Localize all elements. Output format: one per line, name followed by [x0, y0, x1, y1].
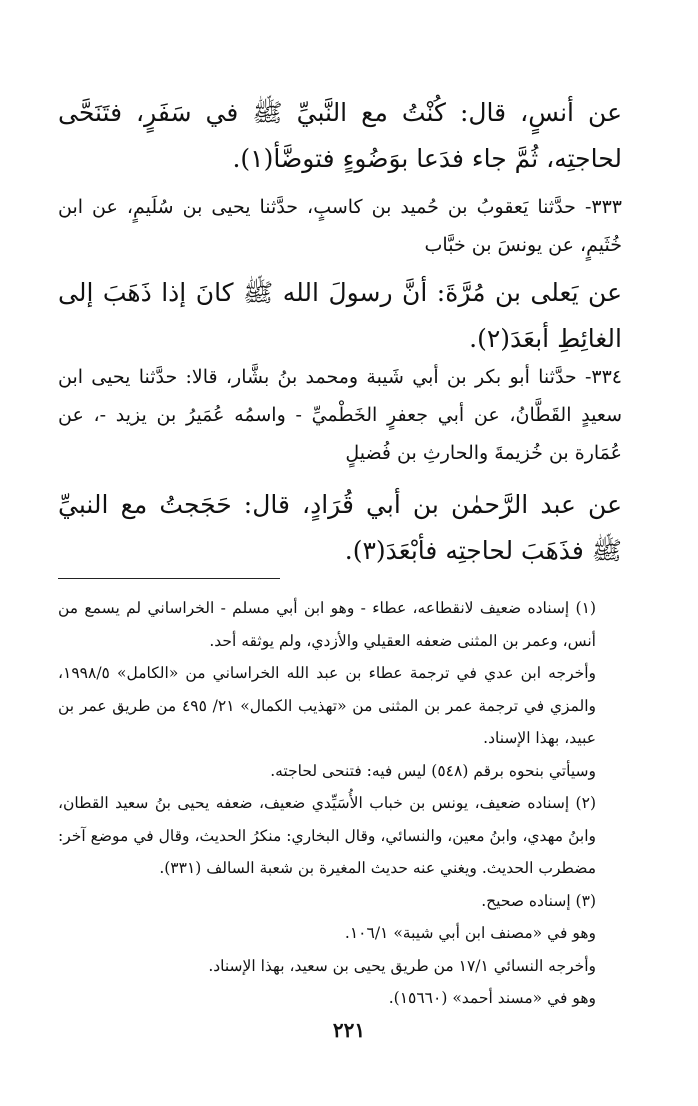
footnote-1-cross-ref: وسيأتي بنحوه برقم (٥٤٨) ليس فيه: فتنحى لحاجته.: [270, 761, 596, 780]
matn-paragraph-abdurrahman: عن عبد الرَّحمٰن بن أبي قُرَادٍ، قال: حَجَجتُ مع النبيِّ ﷺ فذَهَبَ لحاجتِه فأبْعَدَ(٣).: [58, 490, 622, 565]
matn-paragraph-anas: عن أنسٍ، قال: كُنْتُ مع النَّبيِّ ﷺ في سَفَرٍ، فتَنَحَّى لحاجتِه، ثُمَّ جاء فدَعا بوَضُوءٍ فتوضَّأ(١).: [58, 98, 622, 173]
footnote-3-source-1: وهو في «مصنف ابن أبي شيبة» ١٠٦/١.: [344, 924, 596, 942]
footnote-1-takhrij: وأخرجه ابن عدي في ترجمة عطاء بن عبد الله الخراساني من «الكامل» ١٩٩٨/٥، والمزي في ترجمة عمر بن المثنى من «تهذيب الكمال» ٢١/ ٤٩٥ من طريق عمر بن عبيد، بهذا الإسناد.: [58, 664, 596, 747]
footnote-3-source-2: وأخرجه النسائي ١٧/١ من طريق يحيى بن سعيد، بهذا الإسناد.: [208, 956, 596, 975]
isnad-paragraph-334: ٣٣٤- حدَّثنا أبو بكر بن أبي شَيبة ومحمد بنُ بشَّار، قالا: حدَّثنا يحيى ابن سعيدٍ القَطَّانُ، عن أبي جعفرٍ الخَطْميِّ - واسمُه عُمَيرُ بن يزيد -، عن عُمَارة بن خُزيمةَ والحارثِ بن فُضيلٍ: [58, 366, 622, 464]
footnotes: [58, 592, 622, 1015]
footnote-separator: [58, 578, 280, 579]
footnote-1: (١) إسناده ضعيف لانقطاعه، عطاء - وهو ابن أبي مسلم - الخراساني لم يسمع من أنس، وعمر بن المثنى ضعفه العقيلي والأزدي، ولم يوثقه أحد.: [58, 599, 596, 650]
footnote-2: (٢) إسناده ضعيف، يونس بن خباب الأُسَيِّدي ضعيف، ضعفه يحيى بنُ سعيد القطان، وابنُ مهدي، وابنُ معين، والنسائي، وقال البخاري: منكرُ الحديث، وقال في موضع آخر: مضطرب الحديث. ويغني عنه حديث المغيرة بن شعبة السالف (٣٣١).: [58, 794, 596, 877]
footnote-3-source-3: وهو في «مسند أحمد» (١٥٦٦٠).: [388, 989, 596, 1007]
footnote-3: (٣) إسناده صحيح.: [481, 891, 596, 910]
isnad-paragraph-333: ٣٣٣- حدَّثنا يَعقوبُ بن حُميد بن كاسبٍ، حدَّثنا يحيى بن سُلَيمٍ، عن ابن خُثَيمٍ، عن يونسَ بن خبَّاب: [58, 196, 622, 256]
book-page: [58, 0, 622, 1106]
page-number: ٢٢١: [332, 1018, 366, 1042]
matn-paragraph-yala: عن يَعلى بن مُرَّةَ: أنَّ رسولَ الله ﷺ كانَ إذا ذَهَبَ إلى الغائِطِ أبعَدَ(٢).: [58, 278, 622, 353]
